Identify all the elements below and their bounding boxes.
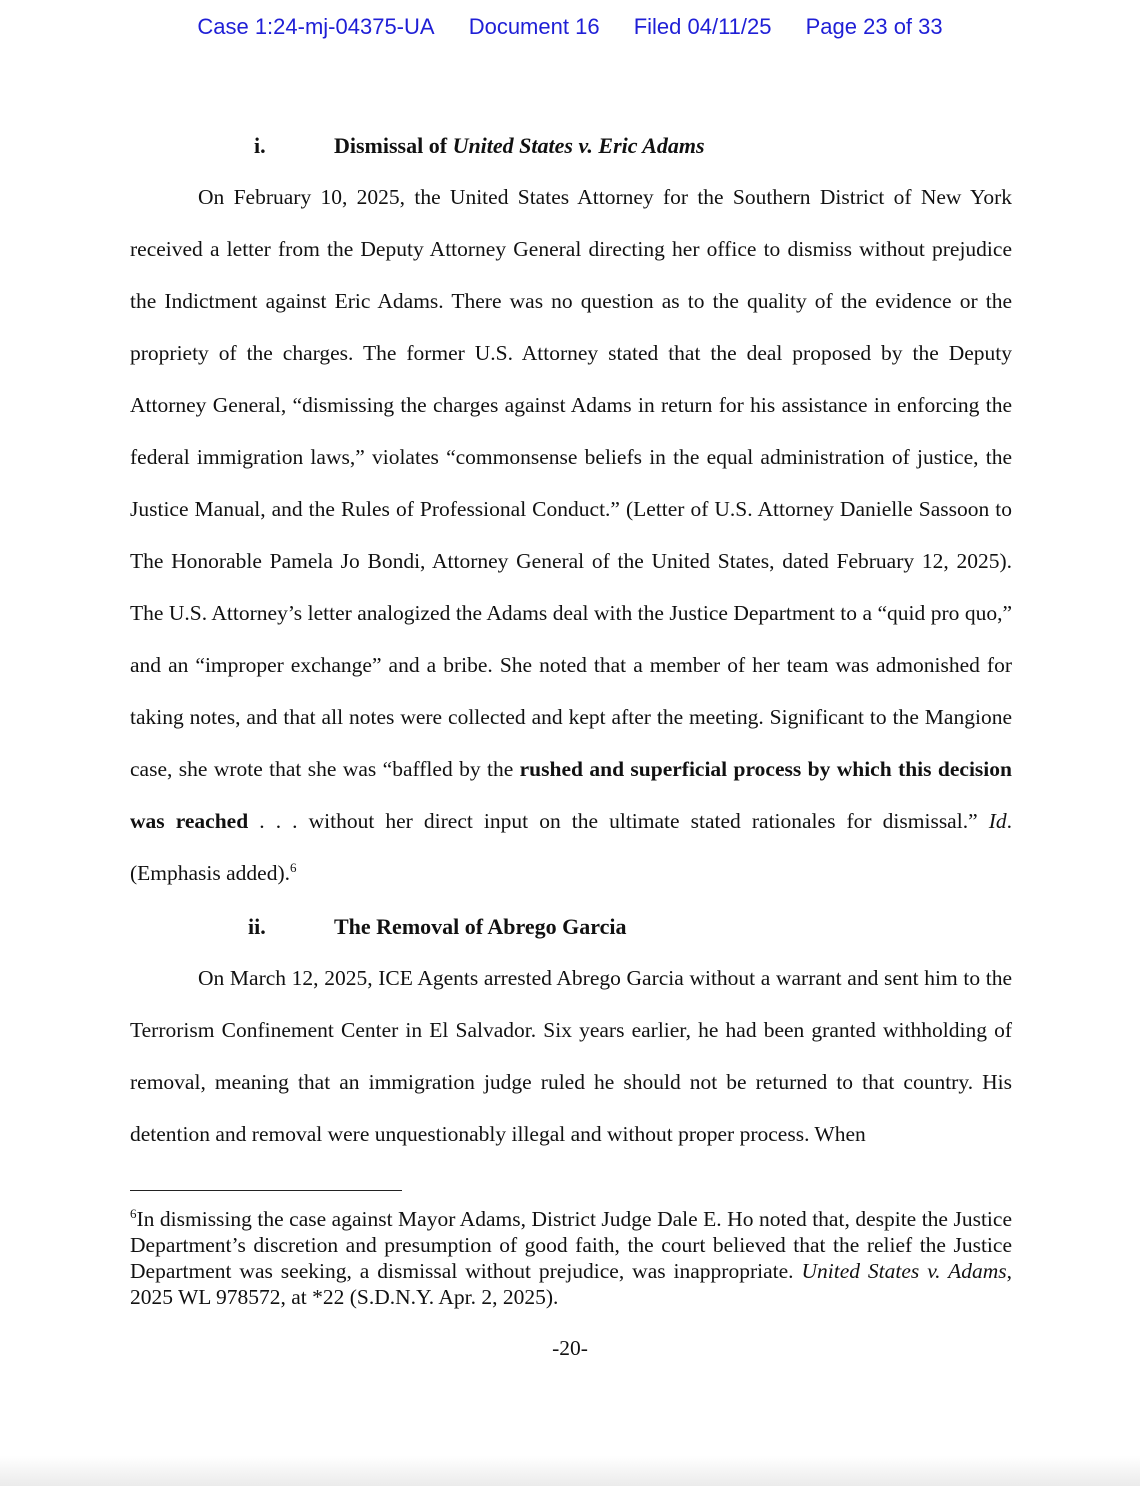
paragraph-text: On February 10, 2025, the United States Attorney for the Southern District of New York received a letter from the Deputy Attorney General directing her office to dismiss without prejudice the Indictment against Eric Adams. There was no question as to the quality of the evidence or the propriety of the charges. The former U.S. Attorney stated that the deal proposed by the Deputy Attorney General, “dismissing the charges against Adams in return for his assistance in enforcing the federal immigration laws,” violates “commonsense beliefs in the equal administration of justice, the Justice Manual, and the Rules of Professional Conduct.” (Letter of U.S. Attorney Danielle Sassoon to The Honorable Pamela Jo Bondi, Attorney General of the United States, dated February 12, 2025). The U.S. Attorney’s letter analogized the Adams deal with the Justice Department to a “quid pro quo,” and an “improper exchange” and a bribe. She noted that a member of her team was admonished for taking notes, and that all notes were collected and kept after the meeting. Significant to the Mangione case, she wrote that she was “baffled by the (130, 185, 1012, 781)
paragraph-closing: . (Emphasis added). (130, 809, 1012, 885)
emphasized-quote: rushed and superficial process by which this decision was reached (130, 757, 1012, 833)
case-number: Case 1:24-mj-04375-UA (197, 14, 435, 39)
paragraph-text-continued: . . . without her direct input on the ultimate stated rationales for dismissal.” (248, 809, 989, 833)
section-title-case-name: United States v. Eric Adams (452, 133, 705, 158)
section-number: i. (254, 133, 266, 158)
footnote-divider (130, 1190, 402, 1191)
section-title (334, 131, 705, 161)
section-number: ii. (248, 914, 266, 939)
footnote-case-name: United States v. Adams (801, 1259, 1007, 1283)
viewer-bottom-shadow (0, 1456, 1140, 1486)
filed-date: Filed 04/11/25 (633, 14, 772, 39)
page-indicator: Page 23 of 33 (805, 14, 943, 39)
section-title: The Removal of Abrego Garcia (334, 914, 627, 939)
section-title-prefix: Dismissal of (334, 133, 453, 158)
footnote (130, 1206, 1012, 1310)
footnote-text: In dismissing the case against Mayor Adams, District Judge Dale E. Ho noted that, despite the Justice Department’s discretion and presumption of good faith, the court believed that the relief the Justice Department was seeking, a dismissal without prejudice, was inappropriate. (130, 1207, 1012, 1283)
document-number: Document 16 (468, 14, 600, 39)
footnote-reference: 6 (290, 860, 297, 875)
footnote-citation: , 2025 WL 978572, at *22 (S.D.N.Y. Apr. 2, 2025). (130, 1259, 1012, 1309)
page-number: -20- (552, 1336, 588, 1360)
id-citation: Id (988, 809, 1007, 833)
paragraph-adams-dismissal (130, 171, 1012, 899)
paragraph-text: On March 12, 2025, ICE Agents arrested Abrego Garcia without a warrant and sent him to the Terrorism Confinement Center in El Salvador. Six years earlier, he had been granted withholding of removal, meaning that an immigration judge ruled he should not be returned to that country. His detention and removal were unquestionably illegal and without proper process. When (130, 966, 1012, 1146)
paragraph-abrego-garcia (130, 952, 1012, 1160)
footnote-number: 6 (130, 1206, 137, 1221)
ecf-header-stamp (0, 14, 1140, 40)
